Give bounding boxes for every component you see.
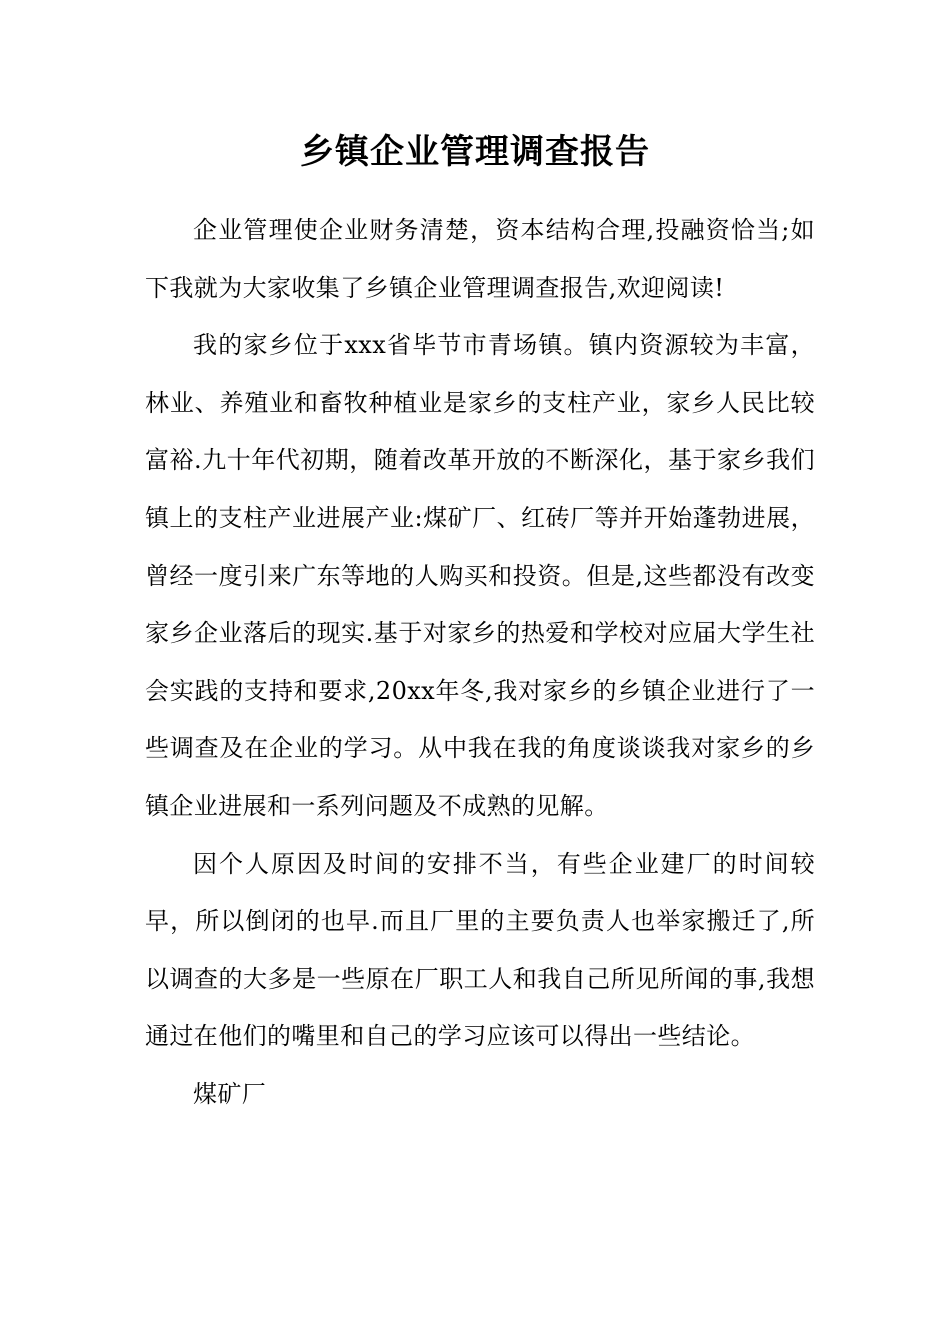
document-body	[145, 202, 815, 1124]
paragraph-intro: 企业管理使企业财务清楚，资本结构合理,投融资恰当;如下我就为大家收集了乡镇企业管理调查报告,欢迎阅读!	[145, 216, 815, 302]
page-title: 乡镇企业管理调查报告	[300, 132, 650, 172]
paragraph-survey-note: 因个人原因及时间的安排不当，有些企业建厂的时间较早，所以倒闭的也早.而且厂里的主要负责人也举家搬迁了,所以调查的大多是一些原在厂职工人和我自己所见所闻的事,我想通过在他们的嘴里和自己的学习应该可以得出一些结论。	[145, 849, 815, 1051]
section-heading-coal-mine: 煤矿厂	[193, 1079, 267, 1108]
paragraph-hometown: 我的家乡位于xxx省毕节市青场镇。镇内资源较为丰富，林业、养殖业和畜牧种植业是家乡的支柱产业，家乡人民比较富裕.九十年代初期，随着改革开放的不断深化，基于家乡我们镇上的支柱产业进展产业:煤矿厂、红砖厂等并开始蓬勃进展，曾经一度引来广东等地的人购买和投资。但是,这些都没有改变家乡企业落后的现实.基于对家乡的热爱和学校对应届大学生社会实践的支持和要求,20xx年冬,我对家乡的乡镇企业进行了一些调查及在企业的学习。从中我在我的角度谈谈我对家乡的乡镇企业进展和一系列问题及不成熟的见解。	[145, 331, 815, 820]
